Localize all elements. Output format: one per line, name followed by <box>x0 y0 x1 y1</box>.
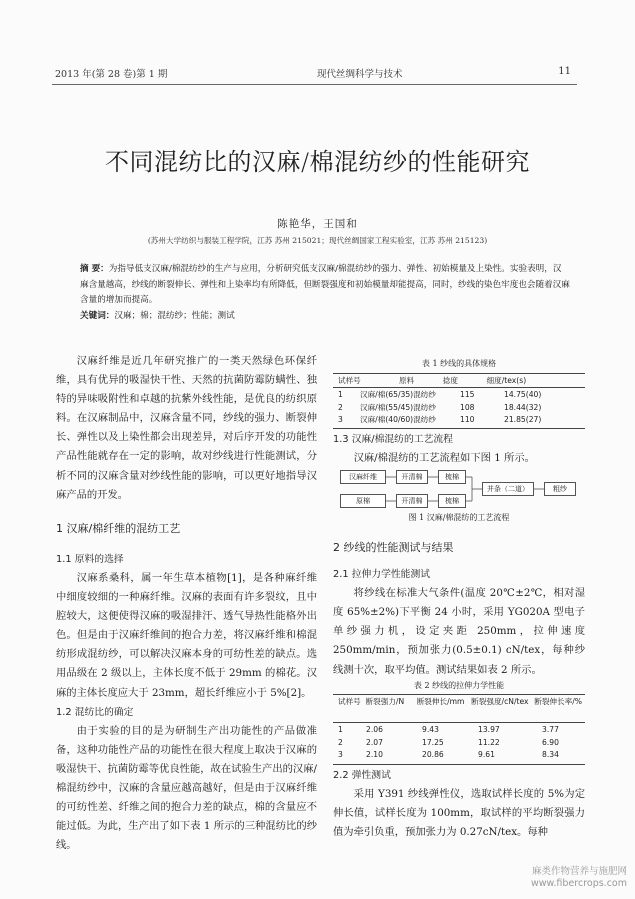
table-header-cell: 断裂伸长/mm <box>416 697 465 706</box>
table-row <box>336 402 584 415</box>
table-header-cell: 断裂强力/N <box>365 697 405 706</box>
table-cell: 2.06 <box>366 725 383 734</box>
watermark-line-1: 麻类作物营养与施肥网 <box>531 866 627 877</box>
flow-box-carding-2: 梳棉 <box>438 494 466 508</box>
watermark <box>531 866 627 890</box>
table-header-row <box>336 375 584 386</box>
table-cell: 1 <box>338 390 343 399</box>
table-cell: 9.43 <box>422 725 439 734</box>
table-header-cell: 原料 <box>399 376 415 385</box>
section-1-3-text: 汉麻/棉混纺的工艺流程如下图 1 所示。 <box>353 452 535 465</box>
table-cell: 2 <box>338 737 343 747</box>
section-1-2-title: 1.2 混纺比的确定 <box>56 706 134 718</box>
flow-box-carding: 梳棉 <box>438 470 466 484</box>
authors: 陈艳华，王国和 <box>277 218 358 230</box>
table-cell: 9.61 <box>478 750 495 759</box>
table-cell: 14.75(40) <box>504 390 542 399</box>
table-cell: 108 <box>460 402 475 412</box>
intro-paragraph: 汉麻纤维是近几年研究推广的一类天然绿色环保纤维，具有优异的吸湿快干性、天然的抗菌防霉防螨性、独特的异味吸附性和卓越的抗紫外线性能，是优良的纺织原料。在汉麻制品中，汉麻含量不同，纱线的强力、断裂伸长、弹性以及上染性都会出现差异，对后序开发的功能性产品性能就存在一定的影响，故对纱线进行性能测试，分析不同的汉麻含量对纱线性能的影响，可以更好地指导汉麻产品的开发。 <box>56 355 317 501</box>
figure-1-caption: 图 1 汉麻/棉混纺的工艺流程 <box>408 513 510 522</box>
page-number: 11 <box>558 66 571 77</box>
section-1-1-title: 1.1 原料的选择 <box>56 553 124 565</box>
table-cell: 18.44(32) <box>504 402 542 412</box>
table-1 <box>336 375 584 386</box>
table-row <box>336 737 584 750</box>
keywords-label: 关键词： <box>80 310 115 321</box>
table-row <box>336 724 584 737</box>
figure-1-flowchart <box>340 468 580 514</box>
section-1-title: 1 汉麻/棉纤维的混纺工艺 <box>56 521 181 535</box>
table-row <box>336 414 584 427</box>
section-1-3-title: 1.3 汉麻/棉混纺的工艺流程 <box>333 434 453 445</box>
table-cell: 110 <box>460 415 475 424</box>
table-cell: 汉麻/棉(40/60)混纺纱 <box>360 415 436 424</box>
table-row <box>336 749 584 762</box>
table-cell: 2.07 <box>366 737 383 747</box>
table-header-cell: 断裂强度/cN/tex <box>471 697 529 706</box>
table-cell: 3.77 <box>542 725 559 734</box>
section-2-2-title: 2.2 弹性测试 <box>333 770 391 781</box>
section-2-1-title: 2.1 拉伸力学性能测试 <box>333 569 431 581</box>
affiliation: (苏州大学纺织与服装工程学院，江苏 苏州 215021；现代丝绸国家工程实验室，江苏 苏州 215123) <box>147 236 488 245</box>
table-1-body <box>336 389 584 427</box>
table-2-body <box>336 724 584 762</box>
table-cell: 2.10 <box>366 750 383 759</box>
left-column <box>56 352 317 855</box>
table-cell: 20.86 <box>422 750 444 759</box>
table-1-caption: 表 1 纱线的具体规格 <box>421 359 497 368</box>
table-header-cell: 断裂伸长率/% <box>534 697 582 706</box>
flow-box-cotton: 原棉 <box>340 494 386 508</box>
table-header-cell: 细度/tex(s) <box>486 376 527 385</box>
table-row <box>336 389 584 402</box>
table-cell: 13.97 <box>478 725 500 734</box>
abstract-text: 为指导低支汉麻/棉混纺纱的生产与应用，分析研究低支汉麻/棉混纺纱的强力、弹性、初始模量及上染性。实验表明，汉麻含量越高，纱线的断裂伸长、弹性和上染率均有所降低，但断裂强度和初始模量却能提高，同时，纱线的染色牢度也会随着汉麻含量的增加而提高。 <box>80 264 570 305</box>
abstract-paragraph <box>80 262 570 309</box>
watermark-line-2: www.fibercrops.com <box>530 878 627 889</box>
table-cell: 17.25 <box>422 737 444 747</box>
abstract-label: 摘 要： <box>80 264 109 274</box>
section-1-2-text: 由于实验的目的是为研制生产出功能性的产品做准备，这种功能性产品的功能性在很大程度上取决于汉麻的吸湿快干、抗菌防霉等优良性能，故在试验生产出的汉麻/棉混纺纱中，汉麻的含量应越高越好，但是由于汉麻纤维的可纺性差、纤维之间的抱合力差的缺点，棉的含量应不能过低。为此，生产出了如下表 1 所示的三种混纺比的纱线。 <box>56 724 317 852</box>
section-2-title: 2 纱线的性能测试与结果 <box>333 541 454 554</box>
table-header-cell: 试样号 <box>338 376 361 385</box>
table-header-cell: 捻度 <box>442 376 458 385</box>
paper-title: 不同混纺比的汉麻/棉混纺纱的性能研究 <box>104 148 531 176</box>
table-cell: 6.90 <box>542 737 559 747</box>
table-2 <box>336 696 584 707</box>
table-cell: 2 <box>338 402 343 412</box>
flow-box-opening: 开清棉 <box>396 470 428 484</box>
table-cell: 汉麻/棉(55/45)混纺纱 <box>360 402 436 412</box>
abstract <box>80 262 570 324</box>
table-2-caption: 表 2 纱线的拉伸力学性能 <box>413 681 505 690</box>
journal-issue: 2013 年(第 28 卷)第 1 期 <box>55 69 168 80</box>
right-column-section-2-2 <box>333 766 585 842</box>
flow-box-hemp-fiber: 汉麻纤维 <box>340 470 386 484</box>
header-divider <box>52 84 577 85</box>
table-cell: 1 <box>338 725 343 734</box>
table-cell: 115 <box>460 390 475 399</box>
flow-box-opening-2: 开清棉 <box>396 494 428 508</box>
flow-box-roving: 粗纱 <box>544 482 576 496</box>
flow-box-drawing: 并条（二道） <box>482 482 534 496</box>
table-header-row <box>336 696 584 707</box>
section-1-1-text: 汉麻系桑科，属一年生草本植物[1]，是各种麻纤维中细度较细的一种麻纤维。汉麻的表面有许多裂纹，且中腔较大，这便使得汉麻的吸湿排汗、透气导热性能格外出色。但是由于汉麻纤维间的抱合力差，将汉麻纤维和棉混纺形成混纺纱，可以解决汉麻本身的可纺性差的缺点。选用品级在 2 级以上，主体长度不低于 29mm 的棉花。汉麻的主体长度应大于 23mm，超长纤维应小于 5%[2]。 <box>56 571 317 699</box>
table-cell: 3 <box>338 750 343 759</box>
table-cell: 11.22 <box>478 737 500 747</box>
right-column-section-2 <box>333 538 585 680</box>
table-cell: 8.34 <box>542 750 559 759</box>
table-cell: 汉麻/棉(65/35)混纺纱 <box>360 390 436 399</box>
keywords-text: 汉麻；棉；混纺纱；性能；测试 <box>114 310 235 321</box>
right-column-top <box>333 430 585 468</box>
section-2-2-text: 采用 Y391 纱线弹性仪，选取试样长度的 5%为定伸长值，试样长度为 100mm，取试样的平均断裂强力值为牵引负重，预加张力为 0.27cN/tex。每种 <box>333 788 585 839</box>
table-header-cell: 试样号 <box>338 697 361 706</box>
keywords-paragraph <box>80 309 570 325</box>
table-cell: 21.85(27) <box>504 415 542 424</box>
table-cell: 3 <box>338 415 343 424</box>
journal-name: 现代丝绸科学与技术 <box>317 69 403 80</box>
section-2-1-text: 将纱线在标准大气条件(温度 20℃±2℃，相对湿度 65%±2%)下平衡 24 小时，采用 YG020A 型电子单纱强力机，设定夹距 250mm，拉伸速度 250mm/min，预加张力(0.5±0.1) cN/tex，每种纱线测十次，取平均值。测试结果如表 2 所示。 <box>333 587 585 676</box>
